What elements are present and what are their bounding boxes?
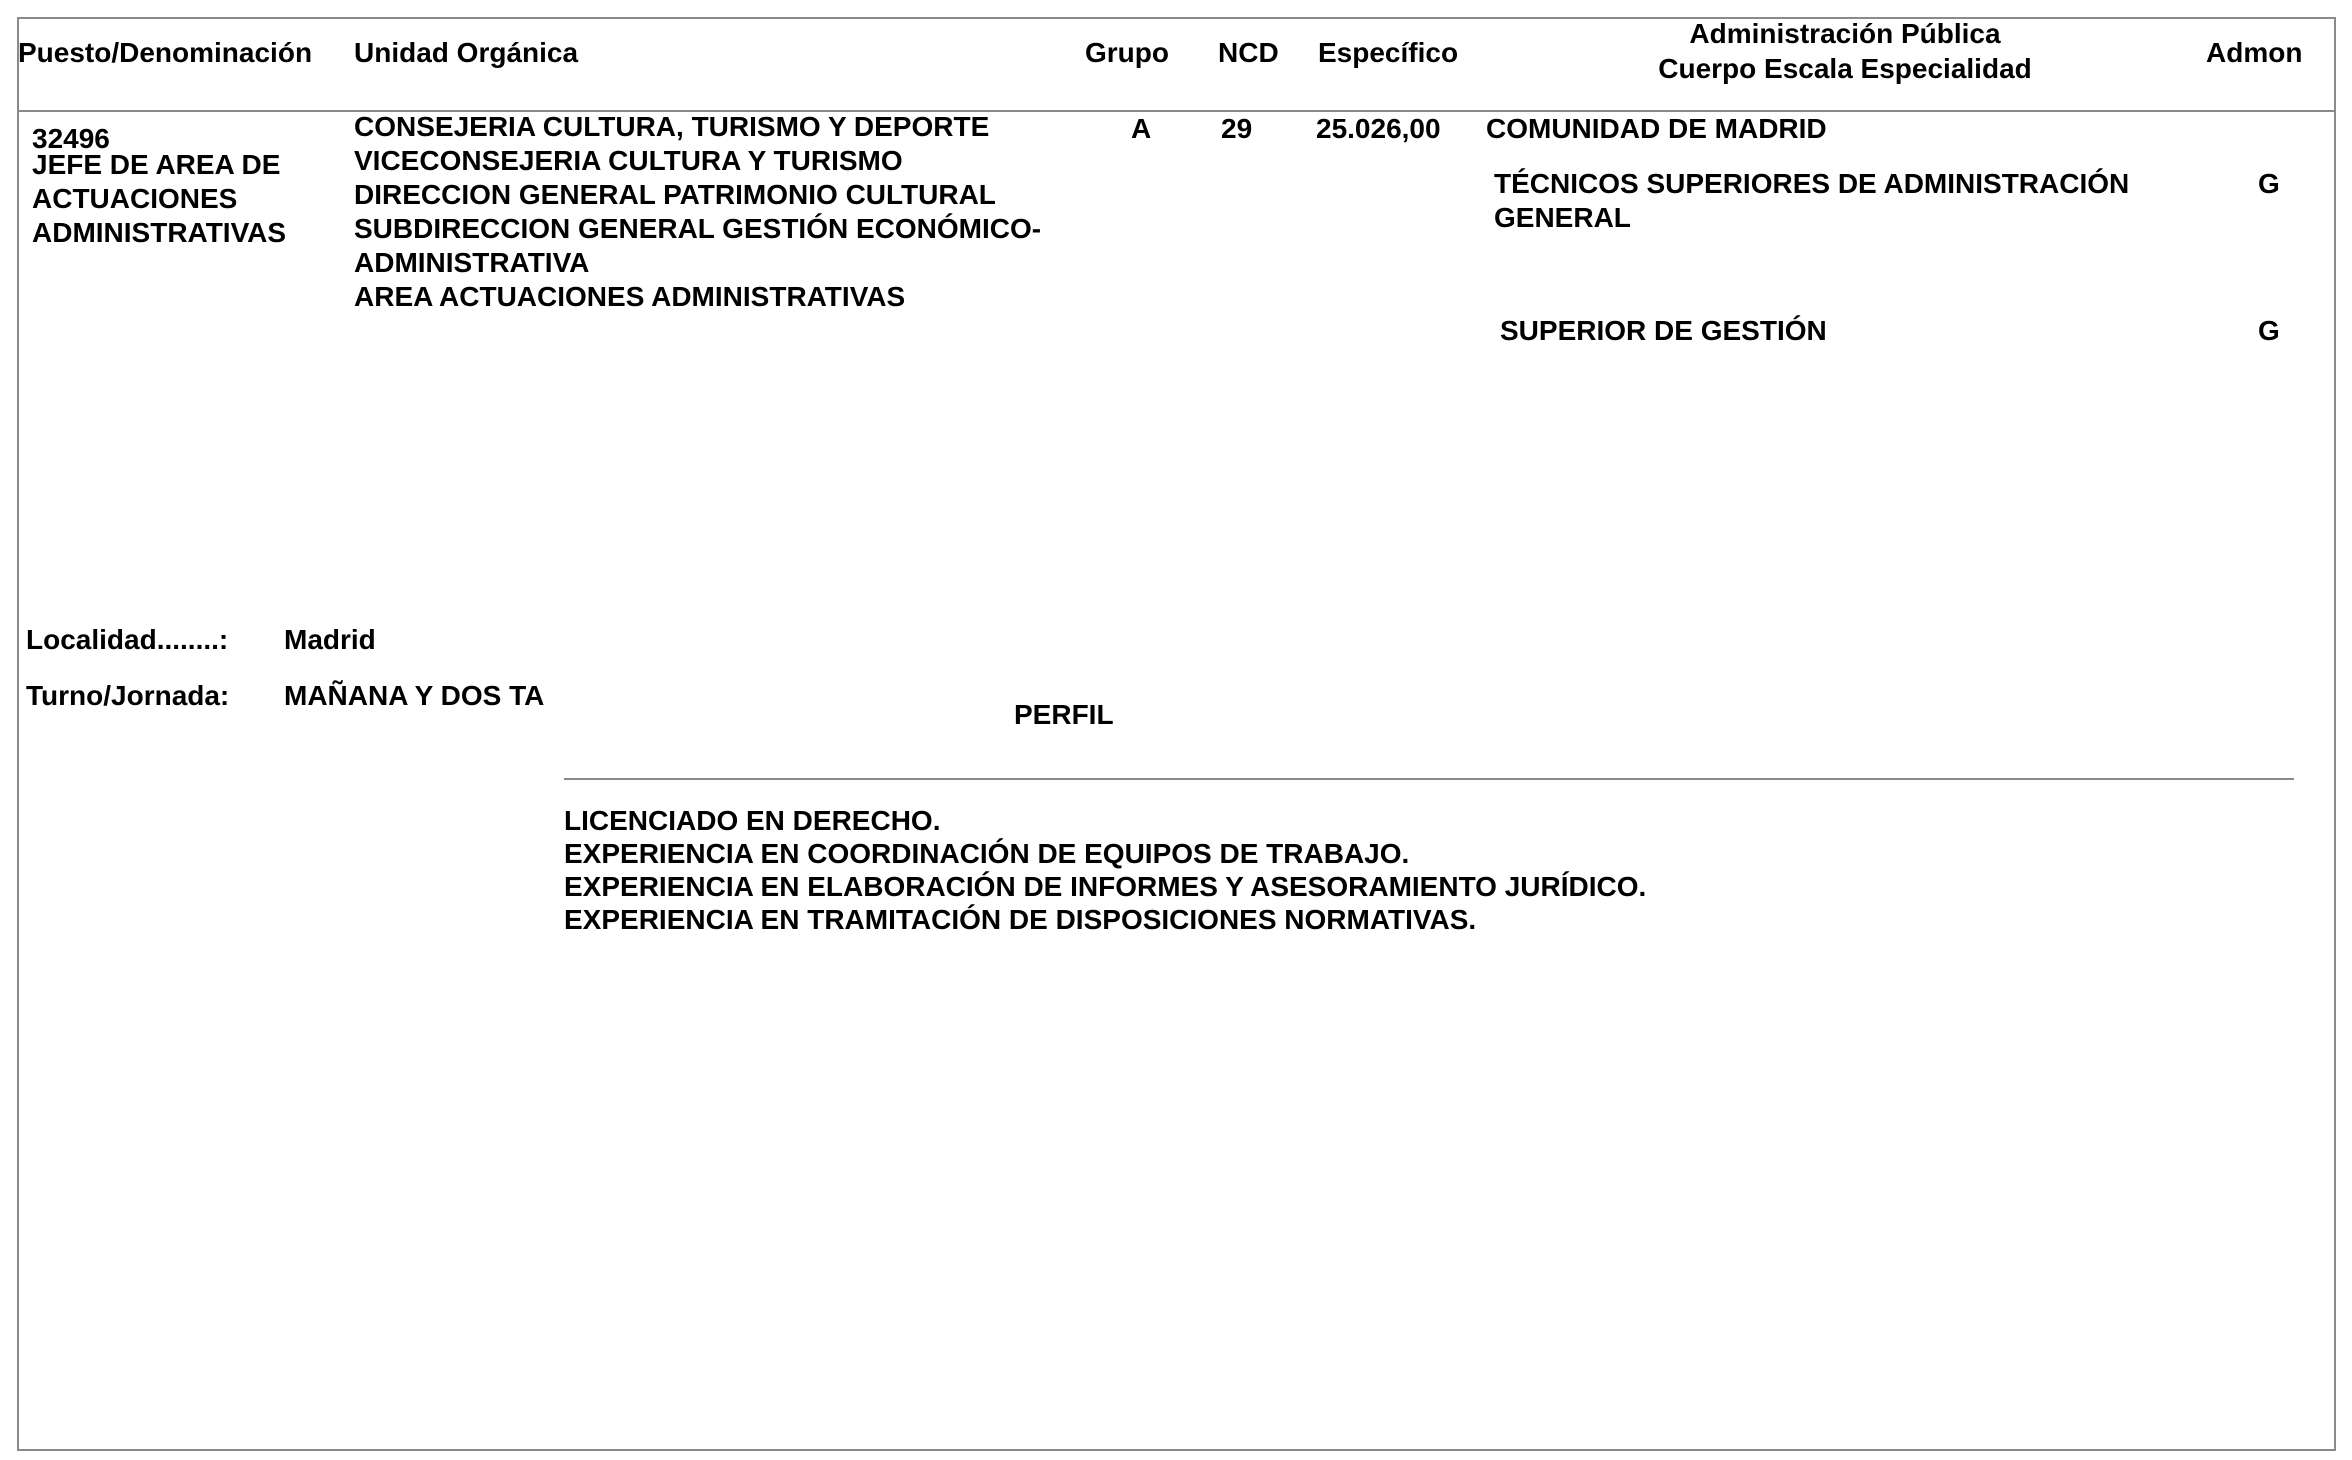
header-especifico: Específico (1318, 37, 1459, 68)
turno-value: MAÑANA Y DOS TA (284, 680, 545, 711)
cuerpo-line-2: GENERAL (1494, 202, 1631, 233)
header-grupo: Grupo (1085, 37, 1169, 68)
header-cuerpo-escala-especialidad: Cuerpo Escala Especialidad (1658, 53, 2032, 84)
especifico-value: 25.026,00 (1316, 113, 1441, 144)
escala-admon: G (2258, 315, 2280, 346)
grupo-value: A (1131, 113, 1152, 144)
denominacion-line-1: JEFE DE AREA DE (32, 149, 281, 180)
header-ncd: NCD (1218, 37, 1279, 68)
localidad-label: Localidad........: (26, 624, 229, 655)
unidad-organica-line-2: VICECONSEJERIA CULTURA Y TURISMO (354, 145, 903, 176)
puesto-code: 32496 (32, 123, 110, 154)
perfil-line-4: EXPERIENCIA EN TRAMITACIÓN DE DISPOSICIONES NORMATIVAS. (564, 904, 1477, 935)
header-administracion-publica: Administración Pública (1689, 18, 2001, 49)
denominacion-line-3: ADMINISTRATIVAS (32, 217, 287, 248)
ncd-value: 29 (1221, 113, 1253, 144)
unidad-organica-line-5: ADMINISTRATIVA (354, 247, 590, 278)
localidad-value: Madrid (284, 624, 376, 655)
perfil-line-2: EXPERIENCIA EN COORDINACIÓN DE EQUIPOS DE TRABAJO. (564, 838, 1410, 869)
header-unidad-organica: Unidad Orgánica (354, 37, 579, 68)
escala-value: SUPERIOR DE GESTIÓN (1500, 315, 1827, 346)
header-admon: Admon (2206, 37, 2303, 68)
administracion-value: COMUNIDAD DE MADRID (1486, 113, 1827, 144)
perfil-line-1: LICENCIADO EN DERECHO. (564, 805, 941, 836)
turno-label: Turno/Jornada: (26, 680, 230, 711)
cuerpo-admon: G (2258, 168, 2280, 199)
perfil-divider (564, 778, 2294, 780)
unidad-organica-line-3: DIRECCION GENERAL PATRIMONIO CULTURAL (354, 179, 996, 210)
unidad-organica-line-6: AREA ACTUACIONES ADMINISTRATIVAS (354, 281, 906, 312)
cuerpo-line-1: TÉCNICOS SUPERIORES DE ADMINISTRACIÓN (1494, 168, 2130, 199)
unidad-organica-line-1: CONSEJERIA CULTURA, TURISMO Y DEPORTE (354, 111, 990, 142)
perfil-line-3: EXPERIENCIA EN ELABORACIÓN DE INFORMES Y ASESORAMIENTO JURÍDICO. (564, 871, 1647, 902)
header-puesto: Puesto/Denominación (18, 37, 313, 68)
denominacion-line-2: ACTUACIONES (32, 183, 238, 214)
perfil-title: PERFIL (1014, 699, 1114, 730)
unidad-organica-line-4: SUBDIRECCION GENERAL GESTIÓN ECONÓMICO- (354, 213, 1042, 244)
